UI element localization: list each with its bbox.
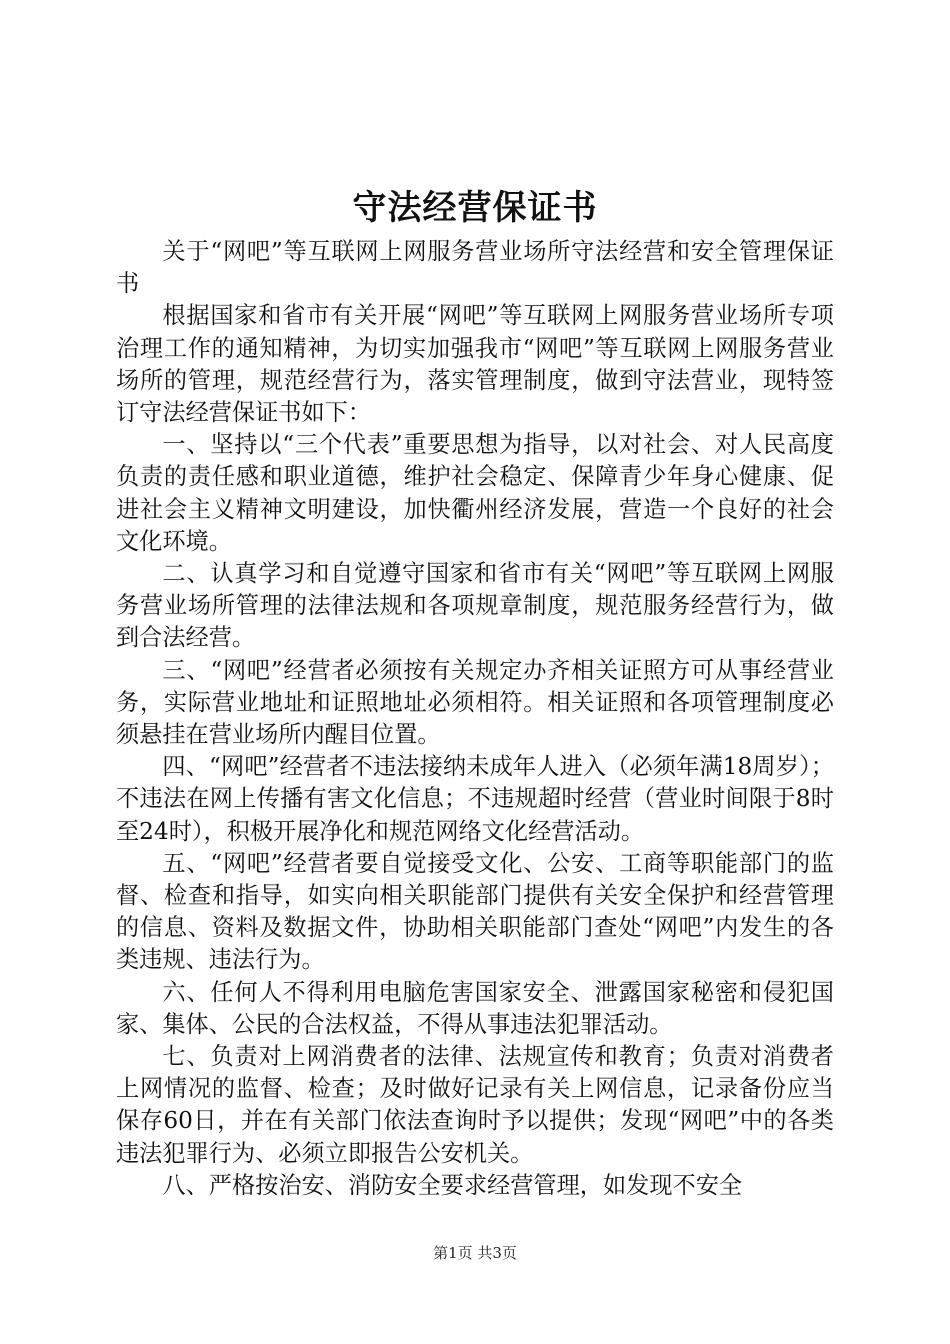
paragraph-item-8: 八、严格按治安、消防安全要求经营管理，如发现不安全 <box>162 1171 743 1199</box>
document-title: 守法经营保证书 <box>352 188 598 228</box>
paragraph-item-6: 六、任何人不得利用电脑危害国家安全、泄露国家秘密和侵犯国家、集体、公民的合法权益，不得从事违法犯罪活动。 <box>116 978 834 1038</box>
paragraph-heading: 关于“网吧”等互联网上网服务营业场所守法经营和安全管理保证书 <box>116 238 834 298</box>
page-footer: 第1页 共3页 <box>433 1244 517 1262</box>
document-body <box>116 236 834 1202</box>
paragraph-item-2: 二、认真学习和自觉遵守国家和省市有关“网吧”等互联网上网服务营业场所管理的法律法规和各项规章制度，规范服务经营行为，做到合法经营。 <box>116 560 834 652</box>
paragraph-item-7: 七、负责对上网消费者的法律、法规宣传和教育；负责对消费者上网情况的监督、检查；及时做好记录有关上网信息，记录备份应当保存60日，并在有关部门依法查询时予以提供；发现“网吧”中的各类违法犯罪行为、必须立即报告公安机关。 <box>116 1043 834 1167</box>
paragraph-intro: 根据国家和省市有关开展“网吧”等互联网上网服务营业场所专项治理工作的通知精神，为切实加强我市“网吧”等互联网上网服务营业场所的管理，规范经营行为，落实管理制度，做到守法营业，现特签订守法经营保证书如下： <box>116 302 834 427</box>
paragraph-item-4: 四、“网吧”经营者不违法接纳未成年人进入（必须年满18周岁）；不违法在网上传播有害文化信息；不违规超时经营（营业时间限于8时至24时），积极开展净化和规范网络文化经营活动。 <box>116 753 834 845</box>
paragraph-item-1: 一、坚持以“三个代表”重要思想为指导，以对社会、对人民高度负责的责任感和职业道德，维护社会稳定、保障青少年身心健康、促进社会主义精神文明建设，加快衢州经济发展，营造一个良好的社会文化环境。 <box>116 431 834 555</box>
paragraph-item-3: 三、“网吧”经营者必须按有关规定办齐相关证照方可从事经营业务，实际营业地址和证照地址必须相符。相关证照和各项管理制度必须悬挂在营业场所内醒目位置。 <box>116 656 834 749</box>
paragraph-item-5: 五、“网吧”经营者要自觉接受文化、公安、工商等职能部门的监督、检查和指导，如实向相关职能部门提供有关安全保护和经营管理的信息、资料及数据文件，协助相关职能部门查处“网吧”内发生的各类违规、违法行为。 <box>116 849 834 974</box>
